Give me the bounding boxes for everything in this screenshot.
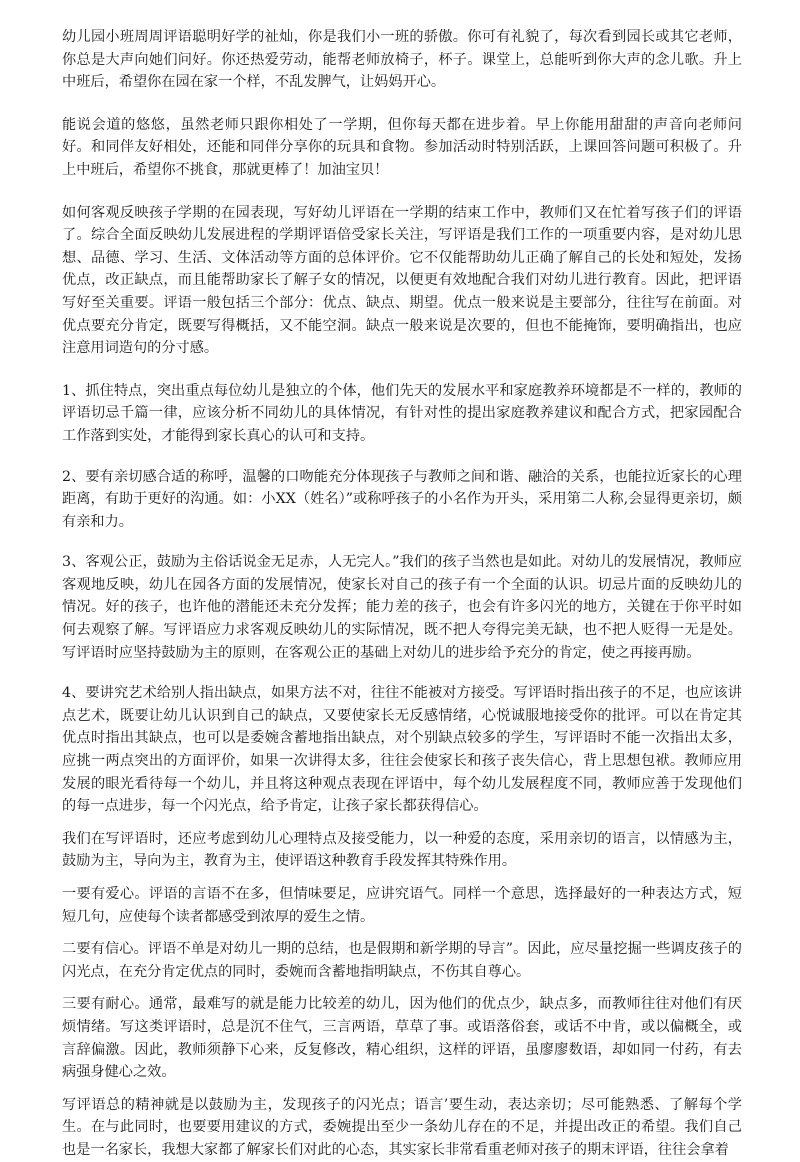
paragraph-point-1: 1、抓住特点，突出重点每位幼儿是独立的个体，他们先天的发展水平和家庭教养环境都是不一样的，教师的评语切忌千篇一律，应该分析不同幼儿的具体情况，有针对性的提出家庭教养建议和配合方式，把家园配合工作落到实处，才能得到家长真心的认可和支持。 — [62, 382, 742, 444]
paragraph-evaluation-youyou: 能说会道的悠悠，虽然老师只跟你相处了一学期，但你每天都在进步着。早上你能用甜甜的声音向老师问好。和同伴友好相处，还能和同伴分享你的玩具和食物。参加活动时特别活跃，上课回答问题可积极了。升上中班后，希望你不挑食，那就更棒了！加油宝贝！ — [62, 116, 742, 178]
paragraph-how-to-write-evaluations: 如何客观反映孩子学期的在园表现，写好幼儿评语在一学期的结束工作中，教师们又在忙着写孩子们的评语了。综合全面反映幼儿发展进程的学期评语倍受家长关注，写评语是我们工作的一项重要内容，是对幼儿思想、品德、学习、生活、文体活动等方面的总体评价。它不仅能帮助幼儿正确了解自己的长处和短处，发扬优点，改正缺点，而且能帮助家长了解子女的情况，以便更有效地配合我们对幼儿进行教育。因此，把评语写好至关重要。评语一般包括三个部分：优点、缺点、期望。优点一般来说是主要部分，往往写在前面。对优点要充分肯定，既要写得概括，又不能空洞。缺点一般来说是次要的，但也不能掩饰，要明确指出，也应注意用词造句的分寸感。 — [62, 204, 742, 357]
paragraph-evaluation-zhican: 幼儿园小班周周评语聪明好学的祉灿，你是我们小一班的骄傲。你可有礼貌了，每次看到园长或其它老师，你总是大声向她们问好。你还热爱劳动，能帮老师放椅子，杯子。课堂上，总能听到你大声的念儿歌。升上中班后，希望你在园在家一个样，不乱发脾气，让妈妈开心。 — [62, 29, 742, 91]
document-body — [62, 26, 742, 1162]
paragraph-confidence: 二要有信心。评语不单是对幼儿一期的总结，也是假期和新学期的导言”。因此，应尽量挖掘一些调皮孩子的闪光点，在充分肯定优点的同时，委婉而含蓄地指明缺点，不伤其自尊心。 — [62, 941, 742, 980]
paragraph-point-3: 3、客观公正，鼓励为主俗话说金无足赤，人无完人。”我们的孩子当然也是如此。对幼儿的发展情况，教师应客观地反映，幼儿在园各方面的发展情况，使家长对自己的孩子有一个全面的认识。切忌片面的反映幼儿的情况。好的孩子，也许他的潜能还未充分发挥；能力差的孩子，也会有许多闪光的地方，关键在于你平时如何去观察了解。写评语应力求客观反映幼儿的实际情况，既不把人夸得完美无缺，也不把人贬得一无是处。写评语时应坚持鼓励为主的原则，在客观公正的基础上对幼儿的进步给予充分的肯定，使之再接再励。 — [62, 554, 742, 661]
paragraph-love: 一要有爱心。评语的言语不在多，但情味要足，应讲究语气。同样一个意思，选择最好的一种表达方式，短短几句，应使每个读者都感受到浓厚的爱生之情。 — [62, 886, 742, 925]
paragraph-point-4: 4、要讲究艺术给别人指出缺点，如果方法不对，往往不能被对方接受。写评语时指出孩子的不足，也应该讲点艺术，既要让幼儿认识到自己的缺点，又要使家长无反感情绪，心悦诚服地接受你的批评。可以在肯定其优点时指出其缺点，也可以是委婉含蓄地指出缺点，对个别缺点较多的学生，写评语时不能一次指出太多，应挑一两点突出的方面评价，如果一次讲得太多，往往会使家长和孩子丧失信心，背上思想包袱。教师应用发展的眼光看待每一个幼儿，并且将这种观点表现在评语中，每个幼儿发展程度不同，教师应善于发现他们的每一点进步，每一个闪光点，给予肯定，让孩子家长都获得信心。 — [62, 685, 742, 815]
paragraph-summary: 写评语总的精神就是以鼓励为主，发现孩子的闪光点；语言’要生动，表达亲切；尽可能熟悉、了解每个学生。在与此同时，也要要用建议的方式，委婉提出至少一条幼儿存在的不足，并提出改正的希望。我们自己也是一名家长，我想大家都了解家长们对此的心态，其实家长非常看重老师对孩子的期末评语，往往会拿着 — [62, 1096, 742, 1158]
paragraph-point-2: 2、要有亲切感合适的称呼，温馨的口吻能充分体现孩子与教师之间和谐、融洽的关系，也能拉近家长的心理距离，有助于更好的沟通。如：小XX（姓名）”或称呼孩子的小名作为开头，采用第二人称,会显得更亲切，颇有亲和力。 — [62, 468, 742, 530]
paragraph-psychology-note: 我们在写评语时，还应考虑到幼儿心理特点及接受能力，以一种爱的态度，采用亲切的语言，以情感为主，鼓励为主，导向为主，教育为主，使评语这种教育手段发挥其特殊作用。 — [62, 830, 742, 870]
paragraph-patience: 三要有耐心。通常，最难写的就是能力比较差的幼儿，因为他们的优点少，缺点多，而教师往往对他们有厌烦情绪。写这类评语时，总是沉不住气，三言两语，草草了事。或语落俗套，或话不中肯，或以偏概全，或言辞偏激。因此，教师须静下心来，反复修改，精心组织，这样的评语，虽廖廖数语，却如同一付药，有去病强身健心之效。 — [62, 996, 742, 1081]
